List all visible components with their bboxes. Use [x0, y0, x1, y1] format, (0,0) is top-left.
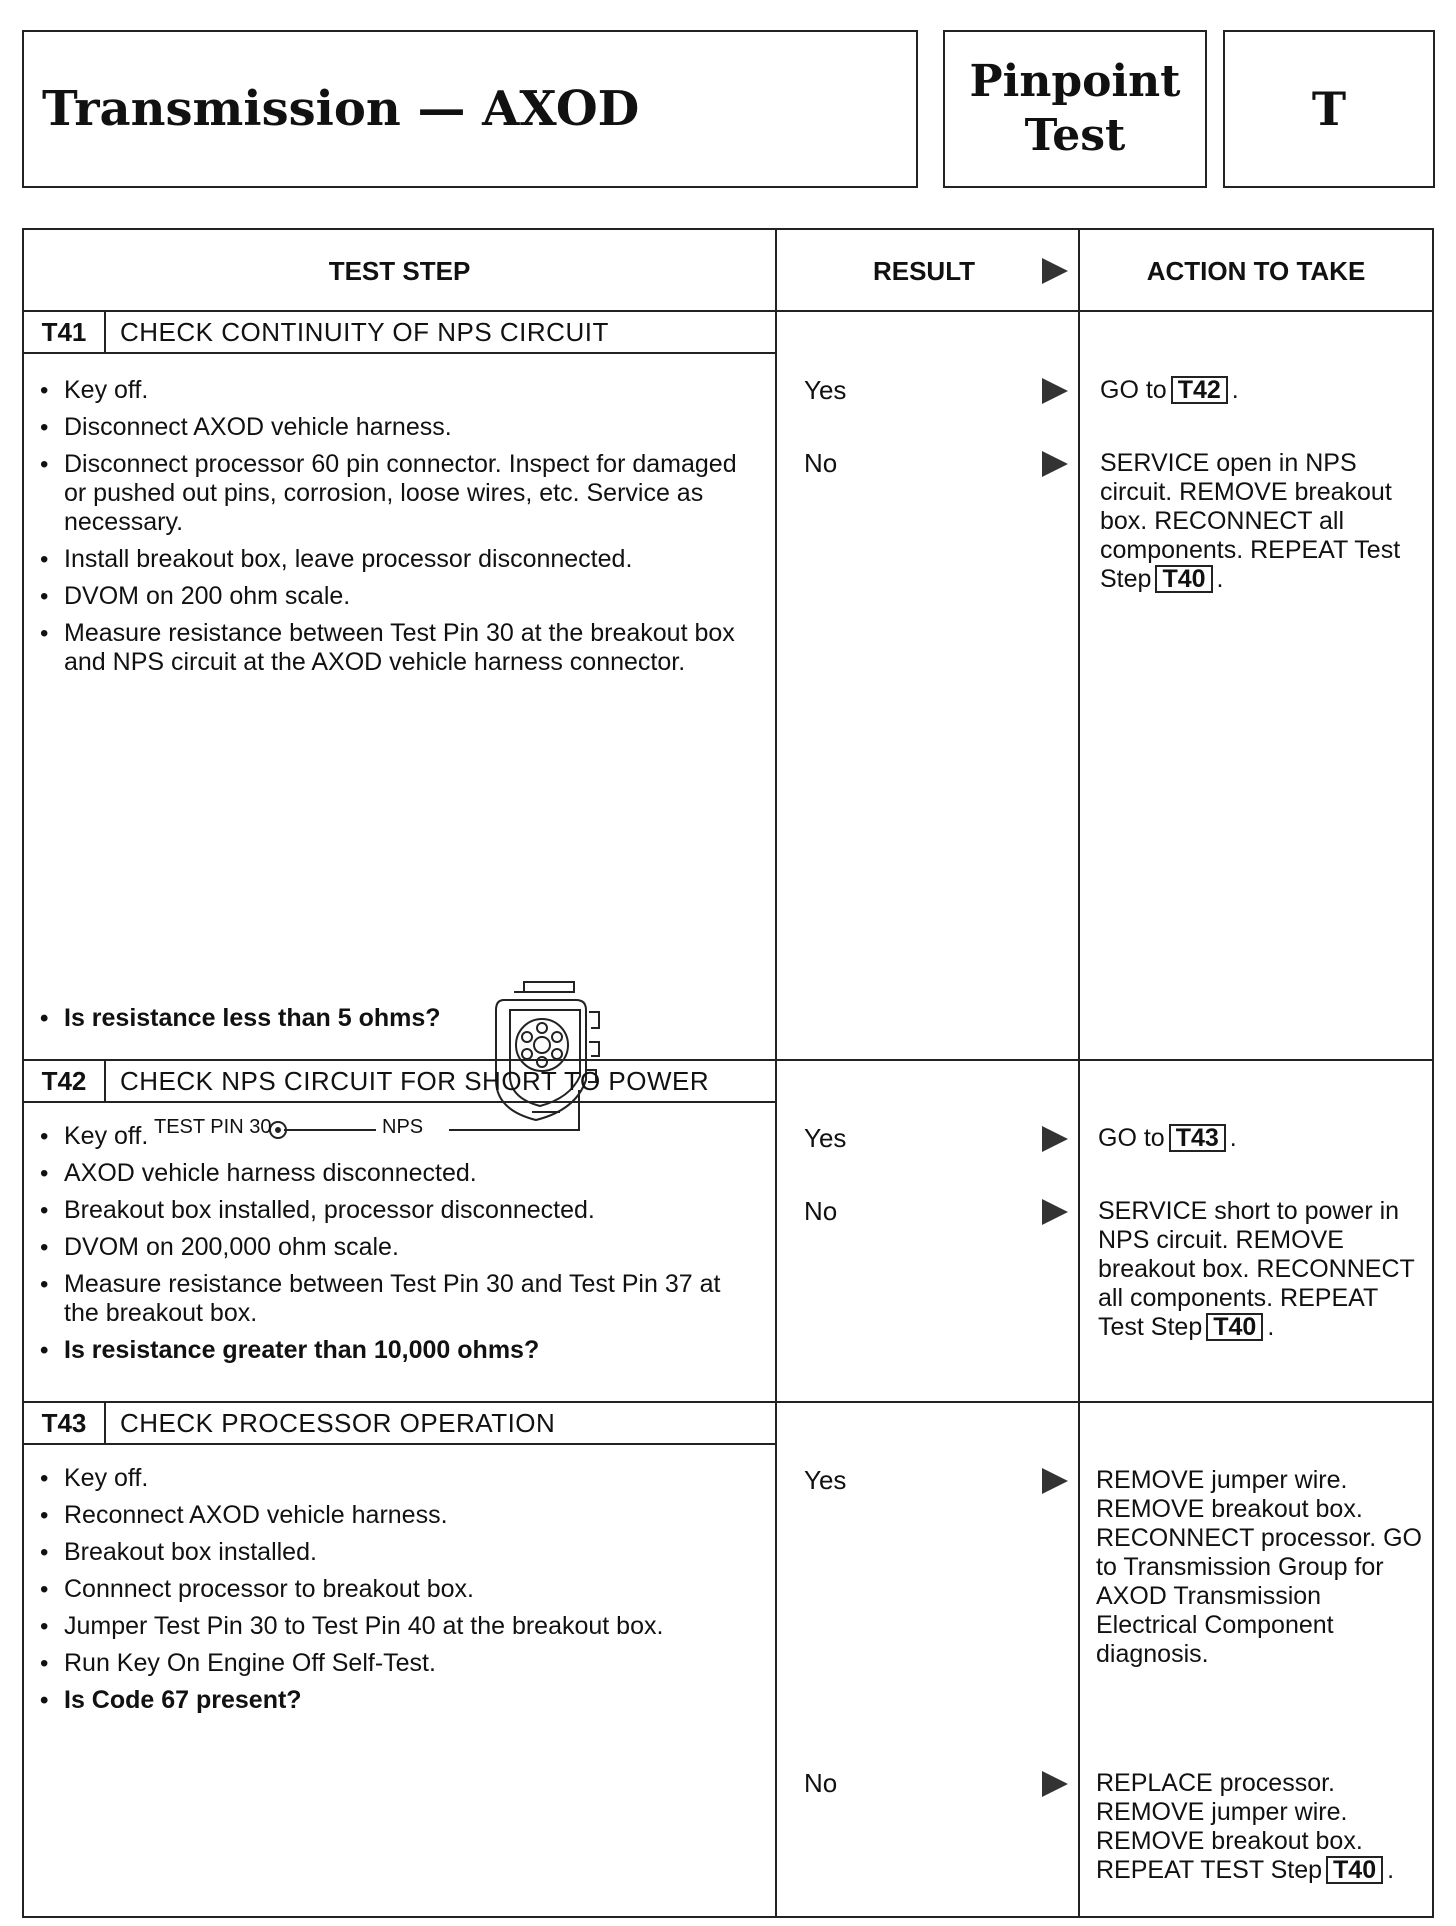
result-yes-t43: Yes: [804, 1465, 847, 1495]
action-text: SERVICE open in NPS circuit. REMOVE breakout box. RECONNECT all components. REPEAT Test Step: [1100, 449, 1401, 593]
step-title: CHECK PROCESSOR OPERATION: [120, 1407, 556, 1438]
nps-connector-icon: [154, 970, 664, 1140]
action-text: SERVICE short to power in NPS circuit. REMOVE breakout box. RECONNECT all components. REPEAT Test Step: [1098, 1197, 1415, 1341]
result-no-t41: No: [804, 448, 838, 478]
action-text: .: [1231, 376, 1239, 404]
step-list-t43: [36, 1464, 756, 1723]
action-text: .: [1267, 1313, 1275, 1341]
result-yes-t42: Yes: [804, 1123, 847, 1153]
list-item: • Measure resistance between Test Pin 30 at the breakout box and NPS circuit at the AXOD vehicle harness connector.: [36, 619, 756, 677]
list-item: • DVOM on 200 ohm scale.: [36, 582, 756, 611]
step-list-t42: [36, 1122, 756, 1373]
list-item: • Key off.: [36, 1122, 756, 1151]
action-no-t41: [1100, 449, 1420, 594]
step-title: CHECK NPS CIRCUIT FOR SHORT TO POWER: [120, 1065, 710, 1096]
pinpoint-table: [22, 228, 1434, 1918]
action-text: .: [1387, 1856, 1395, 1884]
action-no-t42: [1098, 1197, 1418, 1342]
col-header-test-step: TEST STEP: [328, 256, 471, 286]
action-text: .: [1229, 1124, 1237, 1152]
step-header-t43: [24, 1403, 775, 1445]
action-text: GO to: [1098, 1124, 1165, 1152]
list-item: • Breakout box installed.: [36, 1538, 756, 1567]
col-header-result: RESULT: [872, 256, 976, 286]
question-t41: [36, 1004, 756, 1041]
step-ref-t40: T40: [1206, 1313, 1263, 1341]
result-no-t42: No: [804, 1196, 838, 1226]
action-text: .: [1216, 565, 1224, 593]
step-ref-t43: T43: [1169, 1124, 1226, 1152]
list-item: • DVOM on 200,000 ohm scale.: [36, 1233, 756, 1262]
list-item: • Key off.: [36, 376, 756, 405]
list-item: • Disconnect AXOD vehicle harness.: [36, 413, 756, 442]
arrow-icon: [1042, 1126, 1068, 1152]
test-pin-label: TEST PIN 30: [154, 1116, 272, 1138]
list-item: • Measure resistance between Test Pin 30 and Test Pin 37 at the breakout box.: [36, 1270, 756, 1328]
col-divider-action: [1078, 230, 1080, 1916]
action-yes-t43: REMOVE jumper wire. REMOVE breakout box. RECONNECT processor. GO to Transmission Group for AXOD Transmission Electrical Component diagnosis.: [1096, 1466, 1423, 1668]
list-item: • Is Code 67 present?: [36, 1686, 756, 1715]
list-item: • Run Key On Engine Off Self-Test.: [36, 1649, 756, 1678]
step-header-t41: [24, 312, 775, 354]
connector-diagram: [154, 970, 664, 1140]
col-header-action: ACTION TO TAKE: [1146, 256, 1366, 286]
page-title-box: [22, 30, 918, 188]
step-header-t42: [24, 1061, 775, 1103]
result-yes-t41: Yes: [804, 375, 847, 405]
step-id: T41: [24, 312, 106, 352]
step-id: T42: [24, 1061, 106, 1101]
list-item: • Is resistance less than 5 ohms?: [36, 1004, 756, 1033]
action-text: REPLACE processor. REMOVE jumper wire. REMOVE breakout box. REPEAT TEST Step: [1096, 1769, 1363, 1884]
step-ref-t40: T40: [1155, 565, 1212, 593]
arrow-icon: [1042, 378, 1068, 404]
arrow-icon: [1042, 1199, 1068, 1225]
list-item: • Connnect processor to breakout box.: [36, 1575, 756, 1604]
action-text: GO to: [1100, 376, 1167, 404]
test-code: T: [1311, 82, 1347, 136]
action-no-t43: [1096, 1769, 1426, 1885]
test-code-box: [1223, 30, 1435, 188]
list-item: • Reconnect AXOD vehicle harness.: [36, 1501, 756, 1530]
pinpoint-label: Pinpoint: [969, 56, 1181, 107]
col-divider-result: [775, 230, 777, 1916]
list-item: • Disconnect processor 60 pin connector. Inspect for damaged or pushed out pins, corrosion, loose wires, etc. Service as necessary.: [36, 450, 756, 537]
nps-label: NPS: [382, 1116, 424, 1138]
page-title: Transmission — AXOD: [42, 81, 640, 137]
test-label: Test: [1024, 110, 1126, 161]
arrow-icon: [1042, 1468, 1068, 1494]
step-ref-t42: T42: [1171, 376, 1228, 404]
list-item: • Install breakout box, leave processor disconnected.: [36, 545, 756, 574]
step-title: CHECK CONTINUITY OF NPS CIRCUIT: [120, 316, 609, 347]
step-ref-t40: T40: [1326, 1856, 1383, 1884]
list-item: • Breakout box installed, processor disconnected.: [36, 1196, 756, 1225]
list-item: • Is resistance greater than 10,000 ohms?: [36, 1336, 756, 1365]
result-arrow-icon: [1042, 258, 1068, 284]
action-yes-t42: [1098, 1124, 1418, 1153]
action-yes-t41: [1100, 376, 1420, 405]
result-no-t43: No: [804, 1768, 838, 1798]
list-item: • Key off.: [36, 1464, 756, 1493]
list-item: • AXOD vehicle harness disconnected.: [36, 1159, 756, 1188]
pinpoint-test-box: [943, 30, 1207, 188]
arrow-icon: [1042, 1771, 1068, 1797]
step-list-t41: [36, 376, 756, 685]
list-item: • Jumper Test Pin 30 to Test Pin 40 at the breakout box.: [36, 1612, 756, 1641]
arrow-icon: [1042, 451, 1068, 477]
step-id: T43: [24, 1403, 106, 1443]
